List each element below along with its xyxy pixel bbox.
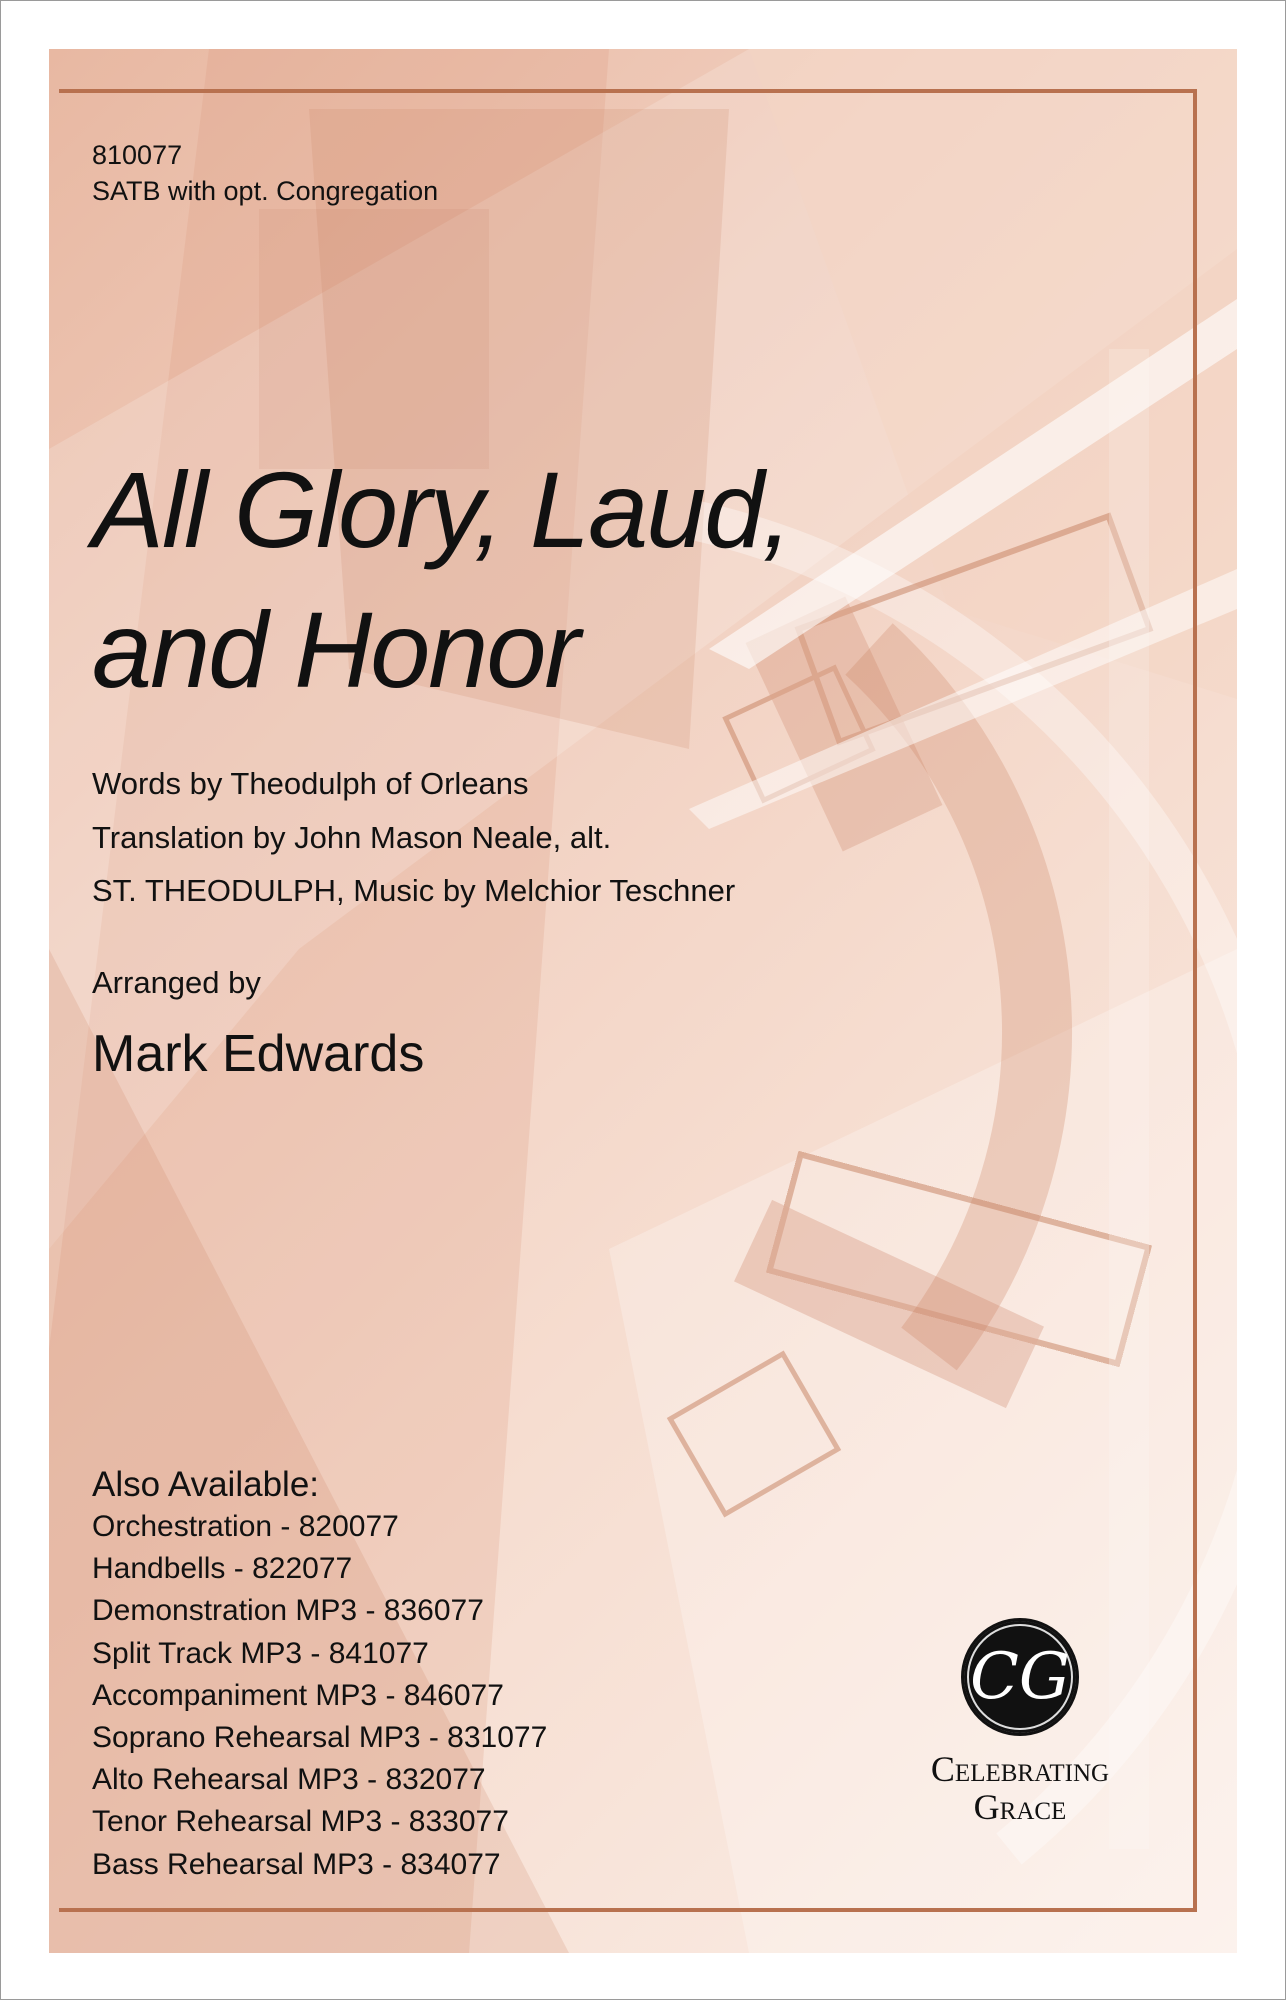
list-item: Handbells - 822077 [92,1552,353,1586]
voicing: SATB with opt. Congregation [92,176,439,206]
publisher-logo [900,1618,1140,1828]
list-item: Tenor Rehearsal MP3 - 833077 [92,1805,509,1839]
list-item: Soprano Rehearsal MP3 - 831077 [92,1721,548,1755]
list-item: Accompaniment MP3 - 846077 [92,1678,504,1712]
logo-monogram: CG [969,1640,1071,1714]
also-available-list [92,1506,547,1886]
also-available-heading: Also Available: [92,1465,320,1504]
list-item: Orchestration - 820077 [92,1510,399,1543]
translation-credit: Translation by John Mason Neale, alt. [92,820,612,855]
list-item: Bass Rehearsal MP3 - 834077 [92,1847,501,1881]
list-item: Alto Rehearsal MP3 - 832077 [92,1763,486,1797]
cg-monogram-icon [961,1618,1079,1736]
title-line-2: and Honor [92,589,579,710]
arranger-name: Mark Edwards [92,1025,425,1083]
list-item: Demonstration MP3 - 836077 [92,1594,484,1628]
page-title [92,440,790,720]
title-line-1: All Glory, Laud, [92,449,791,570]
words-credit: Words by Theodulph of Orleans [92,766,529,801]
publisher-name-line-2: Grace [973,1787,1067,1827]
arranged-by-label: Arranged by [92,965,261,1000]
catalog-number: 810077 [92,140,183,170]
list-item: Split Track MP3 - 841077 [92,1636,429,1670]
publisher-name-line-1: Celebrating [930,1749,1110,1789]
music-credit: ST. THEODULPH, Music by Melchior Teschner [92,873,736,908]
